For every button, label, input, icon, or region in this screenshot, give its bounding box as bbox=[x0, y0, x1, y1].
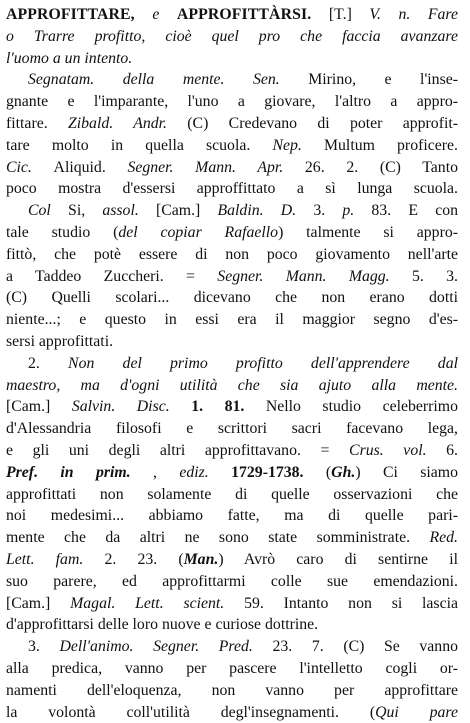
entry-line bbox=[6, 636, 458, 658]
entry-text-segment: 23. 7. (C) Se vanno bbox=[272, 638, 458, 655]
entry-text-segment: 2. 23. ( bbox=[104, 551, 183, 568]
entry-text-segment: niente...; e questo in essi era il maggior segno d'es- bbox=[6, 311, 458, 328]
entry-text-segment: Magal. Lett. scient. bbox=[70, 595, 244, 612]
entry-line bbox=[6, 353, 458, 375]
entry-text-segment: noi medesimi... abbiamo fatte, ma di quelle pari- bbox=[6, 507, 458, 524]
entry-text-segment: 83. E con bbox=[371, 202, 458, 219]
entry-text-segment: Gh. bbox=[331, 464, 355, 481]
entry-line bbox=[6, 702, 458, 723]
entry-text-segment: ) talmente si appro- bbox=[278, 224, 458, 241]
entry-text-segment: del copiar Rafaello bbox=[118, 224, 278, 241]
entry-text-segment: Crus. vol. bbox=[349, 442, 446, 459]
entry-line bbox=[6, 549, 458, 571]
entry-text-segment: Qui pare bbox=[375, 704, 458, 721]
entry-text-segment: assol. bbox=[102, 202, 156, 219]
entry-text-segment: Dell'animo. Segner. Pred. bbox=[59, 638, 272, 655]
entry-text-segment: l'uomo a un intento. bbox=[6, 50, 132, 67]
entry-text-segment: Red. bbox=[429, 529, 458, 546]
entry-text-segment: 26. 2. (C) Tanto bbox=[305, 159, 458, 176]
entry-text-segment: Mirino, e l'inse- bbox=[308, 71, 458, 88]
entry-line bbox=[6, 113, 458, 135]
entry-text-segment: p. bbox=[342, 202, 371, 219]
entry-line bbox=[6, 375, 458, 397]
entry-line bbox=[6, 505, 458, 527]
entry-line bbox=[6, 658, 458, 680]
entry-line bbox=[6, 287, 458, 309]
entry-text-segment: [Cam.] bbox=[6, 398, 72, 415]
entry-text-segment: fittò, che potè essere di non poco giovamento nell'arte bbox=[6, 246, 458, 263]
entry-text-segment: Col bbox=[28, 202, 68, 219]
entry-text-segment: ) Avrò caro di sentirne il bbox=[218, 551, 458, 568]
entry-text-segment: Lett. fam. bbox=[6, 551, 104, 568]
entry-text-segment: Nello studio celeberrimo bbox=[266, 398, 458, 415]
entry-line bbox=[6, 135, 458, 157]
entry-text-segment: 2. bbox=[28, 355, 68, 372]
entry-text-segment: Segner. Mann. Apr. bbox=[127, 159, 304, 176]
entry-text-segment: [Cam.] bbox=[156, 202, 218, 219]
entry-line bbox=[6, 440, 458, 462]
entry-line bbox=[6, 266, 458, 288]
entry-text-segment: ( bbox=[326, 464, 331, 481]
entry-text-segment: alla predica, vanno per pascere l'intelletto cogli or- bbox=[6, 660, 458, 677]
entry-text-segment: APPROFITTARE, bbox=[6, 6, 152, 23]
entry-line bbox=[6, 614, 458, 636]
dictionary-entry-approfittare bbox=[6, 4, 458, 723]
entry-text-segment: 6. bbox=[446, 442, 458, 459]
entry-text-segment: mente che da altri ne sono state somministrate. bbox=[6, 529, 429, 546]
entry-line bbox=[6, 593, 458, 615]
entry-line bbox=[6, 462, 458, 484]
entry-text-segment: Aliquid. bbox=[54, 159, 128, 176]
entry-text-segment: e bbox=[152, 6, 177, 23]
entry-text-segment: o Trarre profitto, cioè quel pro che faccia avanzare bbox=[6, 28, 458, 45]
entry-text-segment: maestro, ma d'ogni utilità che sia ajuto alla mente. bbox=[6, 377, 458, 394]
entry-text-segment: tale studio ( bbox=[6, 224, 118, 241]
entry-text-segment: 3. bbox=[28, 638, 59, 655]
entry-line bbox=[6, 26, 458, 48]
entry-line bbox=[6, 178, 458, 200]
entry-text-segment: Non del primo profitto dell'apprendere dal bbox=[68, 355, 458, 372]
entry-text-segment: Pref. in prim. bbox=[6, 464, 153, 481]
entry-text-segment: sersi approfittati. bbox=[6, 333, 113, 350]
entry-text-segment: namenti dell'eloquenza, non vanno per approfittare bbox=[6, 682, 458, 699]
entry-text-segment: Segner. Mann. Magg. bbox=[217, 268, 412, 285]
entry-text-segment: V. n. Fare bbox=[369, 6, 458, 23]
entry-text-segment: 3. bbox=[313, 202, 342, 219]
entry-line bbox=[6, 222, 458, 244]
entry-line bbox=[6, 157, 458, 179]
entry-text-segment: APPROFITTÀRSI. bbox=[177, 6, 329, 23]
entry-text-segment: (C) Quelli scolari... dicevano che non erano dotti bbox=[6, 289, 458, 306]
entry-text-segment: gnante e l'imparante, l'uno a giovare, l'altro a appro- bbox=[6, 93, 458, 110]
entry-line bbox=[6, 69, 458, 91]
entry-text-segment: Baldin. D. bbox=[217, 202, 313, 219]
entry-text-segment: ediz. bbox=[179, 464, 231, 481]
entry-text-segment: (C) Credevano di poter approfit- bbox=[187, 115, 458, 132]
entry-line bbox=[6, 200, 458, 222]
entry-text-segment: Cic. bbox=[6, 159, 54, 176]
entry-text-segment: Multum proficere. bbox=[324, 137, 458, 154]
entry-line bbox=[6, 396, 458, 418]
entry-text-segment: Segnatam. della mente. Sen. bbox=[28, 71, 308, 88]
entry-text-segment: 5. 3. bbox=[412, 268, 458, 285]
entry-line bbox=[6, 571, 458, 593]
entry-text-segment: Si, bbox=[68, 202, 102, 219]
entry-line bbox=[6, 527, 458, 549]
entry-text-segment: tare molto in quella scuola. bbox=[6, 137, 272, 154]
entry-text-segment: la volontà coll'utilità degl'insegnamenti. ( bbox=[6, 704, 375, 721]
entry-text-segment: 1. 81. bbox=[191, 398, 266, 415]
entry-text-segment: a Taddeo Zuccheri. = bbox=[6, 268, 217, 285]
entry-text-segment: poco mostra d'essersi approffittato a sì lunga scuola. bbox=[6, 180, 458, 197]
entry-text-segment: [T.] bbox=[329, 6, 369, 23]
entry-text-segment: d'Alessandria filosofi e scrittori sacri facevano lega, bbox=[6, 420, 458, 437]
entry-text-segment: approfittati non solamente di quelle osservazioni che bbox=[6, 486, 458, 503]
entry-line bbox=[6, 48, 458, 70]
entry-text-segment: Zibald. Andr. bbox=[68, 115, 187, 132]
entry-line bbox=[6, 418, 458, 440]
entry-text-segment: Nep. bbox=[272, 137, 324, 154]
entry-text-segment: 59. Intanto non si lascia bbox=[244, 595, 458, 612]
entry-text-segment: , bbox=[153, 464, 179, 481]
entry-text-segment: d'approfittarsi delle loro nuove e curiose dottrine. bbox=[6, 616, 318, 633]
entry-line bbox=[6, 331, 458, 353]
entry-line bbox=[6, 484, 458, 506]
entry-text-segment: e gli uni degli altri approfittavano. = bbox=[6, 442, 349, 459]
entry-line bbox=[6, 91, 458, 113]
entry-line bbox=[6, 680, 458, 702]
entry-line bbox=[6, 244, 458, 266]
entry-line bbox=[6, 309, 458, 331]
entry-text-segment: suo parere, ed approfittarmi colle sue emendazioni. bbox=[6, 573, 458, 590]
entry-text-segment: [Cam.] bbox=[6, 595, 70, 612]
entry-text-segment: Man. bbox=[184, 551, 219, 568]
entry-text-segment: 1729-1738. bbox=[231, 464, 326, 481]
entry-line bbox=[6, 4, 458, 26]
entry-text-segment: Salvin. Disc. bbox=[72, 398, 191, 415]
entry-text-segment: fittare. bbox=[6, 115, 68, 132]
entry-text-segment: ) Ci siamo bbox=[355, 464, 458, 481]
